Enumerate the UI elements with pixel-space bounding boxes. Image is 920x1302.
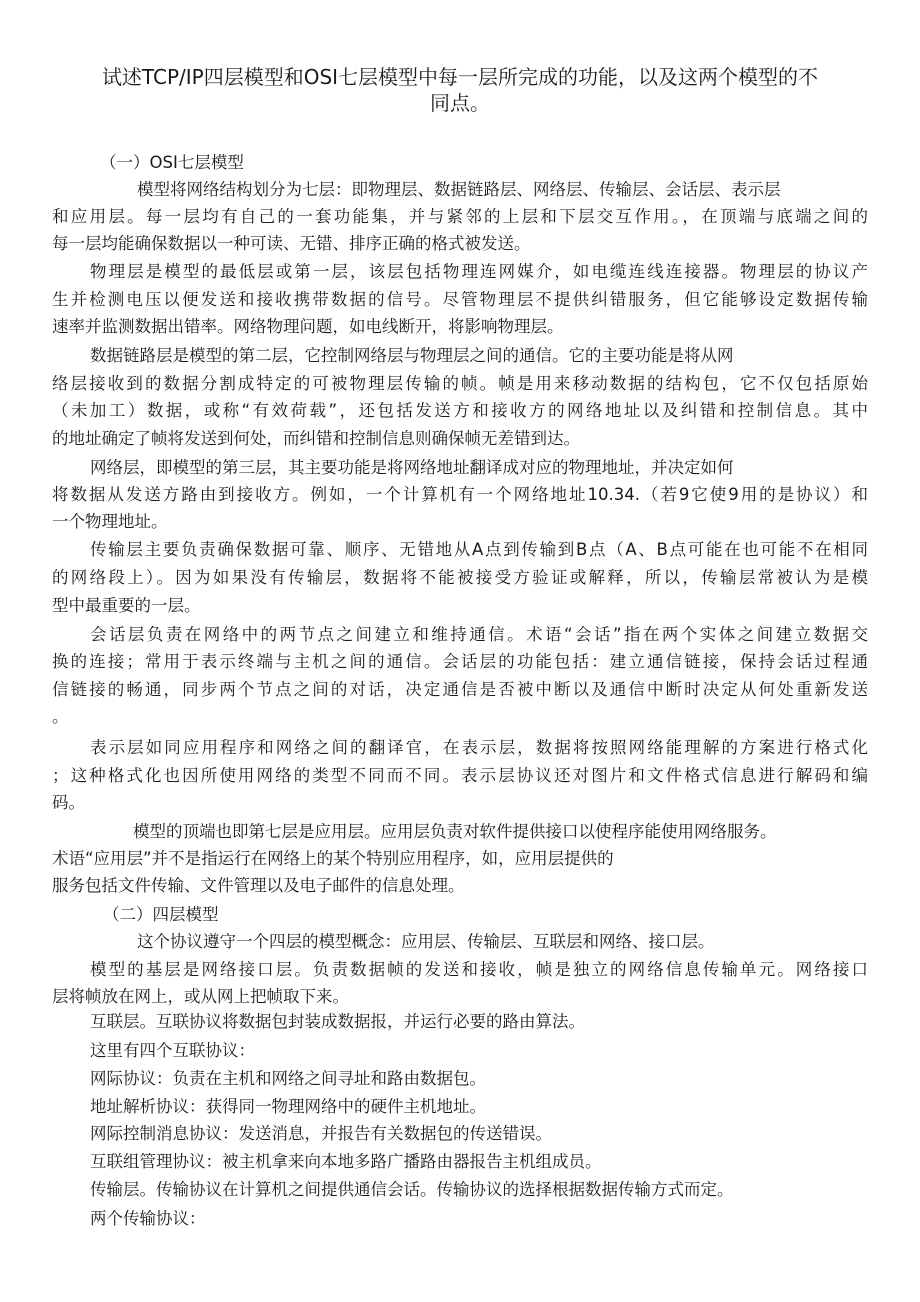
document-title: 试述TCP/IP四层模型和OSI七层模型中每一层所完成的功能，以及这两个模型的不 bbox=[101, 65, 819, 89]
paragraph-line: 每一层均能确保数据以一种可读、无错、排序正确的格式被发送。 bbox=[52, 234, 531, 253]
paragraph-line: 层将帧放在网上，或从网上把帧取下来。 bbox=[52, 987, 349, 1006]
paragraph-line: 码。 bbox=[52, 793, 85, 812]
paragraph-line: （未加工）数据，或称“有效荷载”，还包括发送方和接收方的网络地址以及纠错和控制信息。其中 bbox=[52, 401, 868, 420]
paragraph-line: ；这种格式化也因所使用网络的类型不同而不同。表示层协议还对图片和文件格式信息进行解码和编 bbox=[52, 766, 868, 785]
paragraph-line: 的地址确定了帧将发送到何处，而纠错和控制信息则确保帧无差错到达。 bbox=[52, 429, 580, 448]
paragraph-line: 数据链路层是模型的第二层，它控制网络层与物理层之间的通信。它的主要功能是将从网 bbox=[90, 346, 734, 365]
paragraph-line: 互联组管理协议：被主机拿来向本地多路广播路由器报告主机组成员。 bbox=[90, 1152, 602, 1171]
paragraph-line: 这里有四个互联协议： bbox=[90, 1041, 255, 1060]
paragraph-line: 的网络段上）。因为如果没有传输层，数据将不能被接受方验证或解释，所以，传输层常被认为是模 bbox=[52, 568, 868, 587]
paragraph-line: 这个协议遵守一个四层的模型概念：应用层、传输层、互联层和网络、接口层。 bbox=[137, 932, 715, 951]
paragraph-line: 。 bbox=[52, 707, 69, 726]
paragraph-line: 网际控制消息协议：发送消息，并报告有关数据包的传送错误。 bbox=[90, 1124, 552, 1143]
paragraph-line: 传输层。传输协议在计算机之间提供通信会话。传输协议的选择根据数据传输方式而定。 bbox=[90, 1180, 734, 1199]
paragraph-line: 将数据从发送方路由到接收方。例如，一个计算机有一个网络地址10.34.（若9它使9用的是协议）和 bbox=[52, 485, 868, 504]
paragraph-line: 速率并监测数据出错率。网络物理问题，如电线断开，将影响物理层。 bbox=[52, 317, 564, 336]
paragraph-line: 络层接收到的数据分割成特定的可被物理层传输的帧。帧是用来移动数据的结构包，它不仅包括原始 bbox=[52, 374, 868, 393]
paragraph-line: 一个物理地址。 bbox=[52, 512, 168, 531]
paragraph-line: 传输层主要负责确保数据可靠、顺序、无错地从A点到传输到B点（A、B点可能在也可能不在相同 bbox=[90, 540, 868, 559]
paragraph-line: 术语“应用层”并不是指运行在网络上的某个特别应用程序，如，应用层提供的 bbox=[52, 849, 614, 868]
paragraph-line: 地址解析协议：获得同一物理网络中的硬件主机地址。 bbox=[90, 1097, 486, 1116]
section-heading: （二）四层模型 bbox=[103, 905, 219, 924]
paragraph-line: 网络层，即模型的第三层，其主要功能是将网络地址翻译成对应的物理地址，并决定如何 bbox=[90, 458, 734, 477]
paragraph-line: 生并检测电压以便发送和接收携带数据的信号。尽管物理层不提供纠错服务，但它能够设定数据传输 bbox=[52, 290, 868, 309]
document-title: 同点。 bbox=[430, 91, 490, 115]
paragraph-line: 模型将网络结构划分为七层：即物理层、数据链路层、网络层、传输层、会话层、表示层 bbox=[137, 180, 781, 199]
paragraph-line: 物理层是模型的最低层或第一层，该层包括物理连网媒介，如电缆连线连接器。物理层的协议产 bbox=[90, 262, 868, 281]
paragraph-line: 互联层。互联协议将数据包封装成数据报，并运行必要的路由算法。 bbox=[90, 1012, 585, 1031]
section-heading: （一）OSI七层模型 bbox=[100, 153, 244, 172]
paragraph-line: 模型的基层是网络接口层。负责数据帧的发送和接收，帧是独立的网络信息传输单元。网络接口 bbox=[90, 960, 868, 979]
paragraph-line: 型中最重要的一层。 bbox=[52, 596, 201, 615]
paragraph-line: 服务包括文件传输、文件管理以及电子邮件的信息处理。 bbox=[52, 876, 465, 895]
paragraph-line: 模型的顶端也即第七层是应用层。应用层负责对软件提供接口以使程序能使用网络服务。 bbox=[133, 822, 777, 841]
paragraph-line: 和应用层。每一层均有自己的一套功能集，并与紧邻的上层和下层交互作用。，在顶端与底端之间的 bbox=[52, 207, 868, 226]
paragraph-line: 表示层如同应用程序和网络之间的翻译官，在表示层，数据将按照网络能理解的方案进行格式化 bbox=[90, 738, 868, 757]
paragraph-line: 换的连接；常用于表示终端与主机之间的通信。会话层的功能包括：建立通信链接，保持会话过程通 bbox=[52, 652, 868, 671]
paragraph-line: 网际协议：负责在主机和网络之间寻址和路由数据包。 bbox=[90, 1069, 486, 1088]
paragraph-line: 会话层负责在网络中的两节点之间建立和维持通信。术语“会话”指在两个实体之间建立数据交 bbox=[90, 625, 868, 644]
paragraph-line: 两个传输协议： bbox=[90, 1209, 206, 1228]
paragraph-line: 信链接的畅通，同步两个节点之间的对话，决定通信是否被中断以及通信中断时决定从何处重新发送 bbox=[52, 680, 868, 699]
